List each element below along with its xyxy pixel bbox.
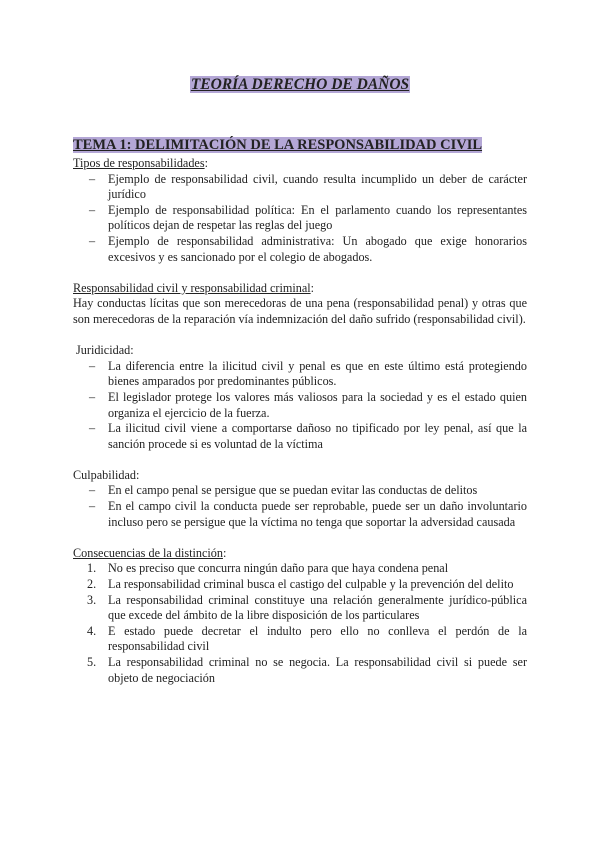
- civil-criminal-label: Responsabilidad civil y responsabilidad criminal: [73, 280, 311, 295]
- list-item-text: E estado puede decretar el indulto pero ello no conlleva el perdón de la responsabilidad civil: [108, 623, 527, 654]
- dash-bullet: –: [89, 358, 96, 373]
- dash-bullet: –: [89, 233, 96, 248]
- list-item: [73, 561, 527, 577]
- list-item: [73, 655, 527, 686]
- list-item-text: La diferencia entre la ilicitud civil y penal es que en este último está protegiendo bienes amparados por predominantes públicos.: [108, 358, 527, 389]
- document-title-text: TEORÍA DERECHO DE DAÑOS: [190, 76, 410, 93]
- list-item: [73, 483, 527, 499]
- list-item: [73, 234, 527, 265]
- list-item: [73, 390, 527, 421]
- list-item-text: La ilicitud civil viene a comportarse dañoso no tipificado por ley penal, así que la sanción procede si es voluntad de la víctima: [108, 421, 527, 451]
- list-item: [73, 421, 527, 452]
- list-item: [73, 624, 527, 655]
- list-item-text: Ejemplo de responsabilidad administrativa: Un abogado que exige honorarios excesivos y es sancionado por el colegio de abogados.: [108, 233, 527, 264]
- tipos-suffix: :: [204, 156, 208, 170]
- civil-criminal-suffix: :: [310, 280, 314, 295]
- list-item: [73, 499, 527, 530]
- list-item-text: El legislador protege los valores más valiosos para la sociedad y es el estado quien organiza el ejercicio de la fuerza.: [108, 389, 527, 420]
- section-heading-text: TEMA 1: DELIMITACIÓN DE LA RESPONSABILIDAD CIVIL: [73, 137, 483, 153]
- civil-criminal-heading: [73, 281, 527, 297]
- list-item: [73, 172, 527, 203]
- list-item-text: En el campo penal se persigue que se puedan evitar las conductas de delitos: [108, 483, 478, 498]
- spacer: [73, 452, 527, 468]
- consecuencias-label: Consecuencias de la distinción: [73, 545, 223, 560]
- culpabilidad-heading: Culpabilidad:: [73, 467, 140, 482]
- juridicidad-heading: Juridicidad:: [73, 343, 134, 358]
- list-number: 1.: [87, 561, 97, 576]
- dash-bullet: –: [89, 389, 96, 404]
- tipos-heading: [73, 156, 527, 172]
- list-number: 3.: [87, 592, 97, 607]
- tipos-list: [73, 172, 527, 266]
- dash-bullet: –: [89, 499, 96, 514]
- list-item-text: La responsabilidad criminal constituye una relación generalmente jurídico-pública que excede del ámbito de la libre disposición de los particulares: [108, 592, 527, 623]
- section-heading: [73, 137, 482, 154]
- list-item-text: La responsabilidad criminal no se negocia. La responsabilidad civil si puede ser objeto de negociación: [108, 655, 527, 685]
- list-item: [73, 359, 527, 390]
- list-item-text: No es preciso que concurra ningún daño para que haya condena penal: [108, 561, 449, 576]
- spacer: [73, 530, 527, 546]
- civil-criminal-paragraph: Hay conductas lícitas que son merecedoras de una pena (responsabilidad penal) y otras que son merecedoras de la reparación vía indemnización del daño sufrido (responsabilidad civil).: [73, 296, 527, 326]
- dash-bullet: –: [89, 421, 96, 436]
- spacer: [73, 328, 527, 344]
- tipos-label: Tipos de responsabilidades: [73, 156, 205, 170]
- list-item: [73, 203, 527, 234]
- spacer: [73, 265, 527, 281]
- list-item-text: La responsabilidad criminal busca el castigo del culpable y la prevención del delito: [108, 577, 514, 592]
- document-body: [73, 156, 527, 686]
- dash-bullet: –: [89, 171, 96, 186]
- dash-bullet: –: [89, 202, 96, 217]
- list-number: 2.: [87, 577, 97, 592]
- list-item-text: Ejemplo de responsabilidad civil, cuando resulta incumplido un deber de carácter jurídico: [108, 171, 527, 202]
- consecuencias-list: [73, 561, 527, 686]
- document-title: [0, 76, 600, 94]
- juridicidad-list: [73, 359, 527, 453]
- list-item-text: En el campo civil la conducta puede ser reprobable, puede ser un daño involuntario incluso pero se persigue que la víctima no tenga que soportar la adversidad causada: [108, 499, 527, 529]
- list-item-text: Ejemplo de responsabilidad política: En el parlamento cuando los representantes políticos dejan de respetar las reglas del juego: [108, 202, 527, 233]
- list-number: 4.: [87, 623, 97, 638]
- culpabilidad-list: [73, 483, 527, 530]
- list-item: [73, 593, 527, 624]
- dash-bullet: –: [89, 483, 96, 498]
- consecuencias-suffix: :: [222, 545, 227, 560]
- consecuencias-heading: [73, 546, 527, 562]
- list-number: 5.: [87, 655, 97, 669]
- list-item: [73, 577, 527, 593]
